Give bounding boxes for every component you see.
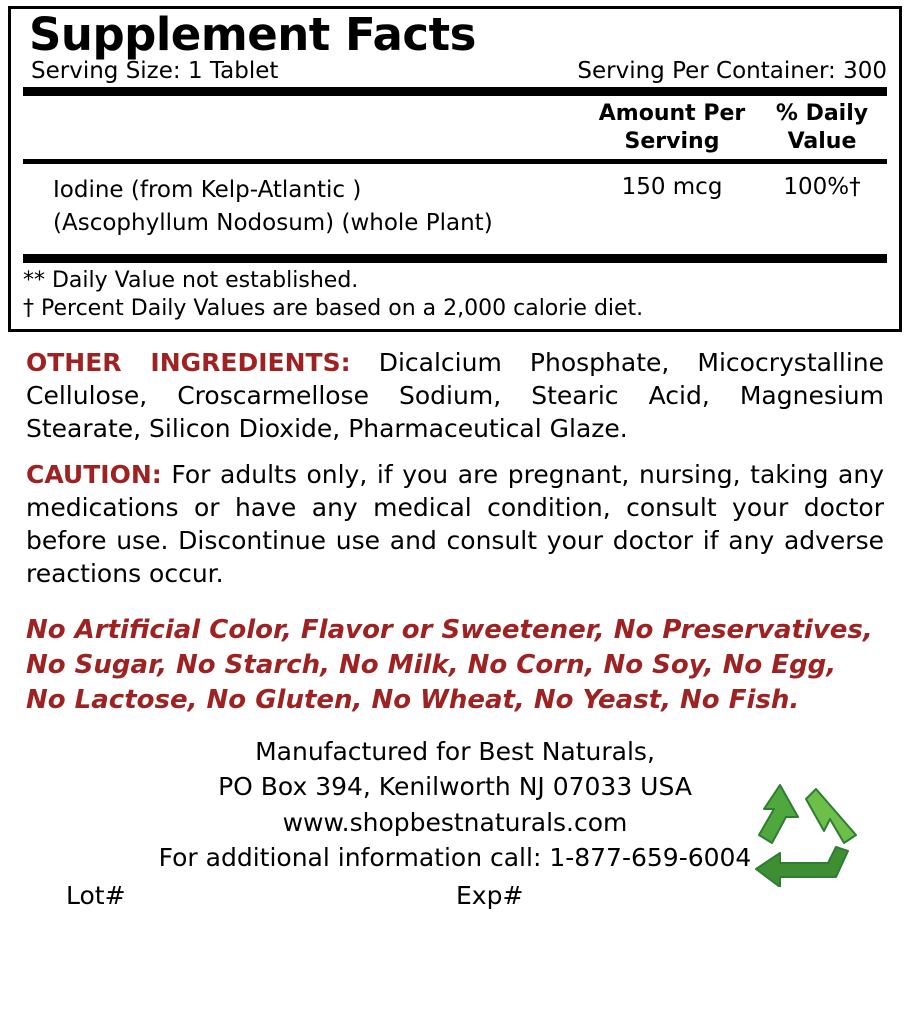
serving-info-row [31, 58, 887, 84]
caution-heading: CAUTION: [26, 459, 162, 489]
caution-paragraph [26, 458, 884, 591]
nutrient-name-line1: Iodine (from Kelp-Atlantic ) [53, 177, 362, 204]
caution-text: For adults only, if you are pregnant, nursing, taking any medications or have any medical condition, consult your doctor before use. Discontinue use and consult your doctor if any adverse reactions occur. [26, 459, 884, 589]
exp-label: Exp# [456, 880, 524, 910]
manufacturer-footer [26, 734, 884, 914]
nutrient-amount: 150 mcg [621, 174, 723, 201]
supplement-facts-title: Supplement Facts [29, 8, 476, 61]
phone-line: For additional information call: 1-877-659-6004 [158, 843, 752, 873]
recycle-icon [744, 777, 864, 887]
footnote-daily-value-not-established: ** Daily Value not established. [23, 267, 359, 293]
nutrient-name-line2: (Ascophyllum Nodosum) (whole Plant) [53, 209, 493, 236]
amount-header-line1: Amount Per [598, 101, 746, 127]
daily-value-header [757, 100, 887, 155]
amount-per-serving-header [587, 100, 757, 155]
nutrient-name [21, 174, 587, 239]
facts-footnotes [21, 263, 889, 323]
supplement-label [0, 6, 910, 1030]
dv-header-line1: % Daily [775, 101, 869, 127]
other-ingredients-text: Dicalcium Phosphate, Micocrystalline Cellulose, Croscarmellose Sodium, Stearic Acid, Magnesium Stearate, Silicon Dioxide, Pharmaceutical Glaze. [26, 347, 885, 444]
divider-thick-bottom [23, 254, 887, 263]
divider-thick-top [23, 87, 887, 96]
amount-header-line2: Serving [624, 128, 720, 154]
lot-label: Lot# [66, 880, 126, 910]
dv-header-line2: Value [787, 128, 857, 154]
website-line: www.shopbestnaturals.com [282, 807, 628, 837]
footnote-percent-daily-values: † Percent Daily Values are based on a 2,000 calorie diet. [23, 295, 644, 321]
servings-per-container: Serving Per Container: 300 [577, 58, 887, 85]
manufactured-for-line: Manufactured for Best Naturals, [255, 736, 655, 766]
address-line: PO Box 394, Kenilworth NJ 07033 USA [218, 772, 692, 802]
nutrient-daily-value: 100%† [783, 174, 861, 201]
table-row [21, 164, 889, 253]
other-ingredients-paragraph [26, 346, 884, 446]
free-from-claims: No Artificial Color, Flavor or Sweetener, No Preservatives, No Sugar, No Starch, No Milk, No Corn, No Soy, No Egg, No Lactose, No Gluten, No Wheat, No Yeast, No Fish. [26, 614, 873, 715]
supplement-facts-panel [8, 6, 902, 332]
serving-size: Serving Size: 1 Tablet [31, 58, 279, 85]
facts-column-headers [21, 96, 889, 159]
other-ingredients-heading: OTHER INGREDIENTS: [26, 347, 351, 377]
label-body [26, 346, 884, 914]
